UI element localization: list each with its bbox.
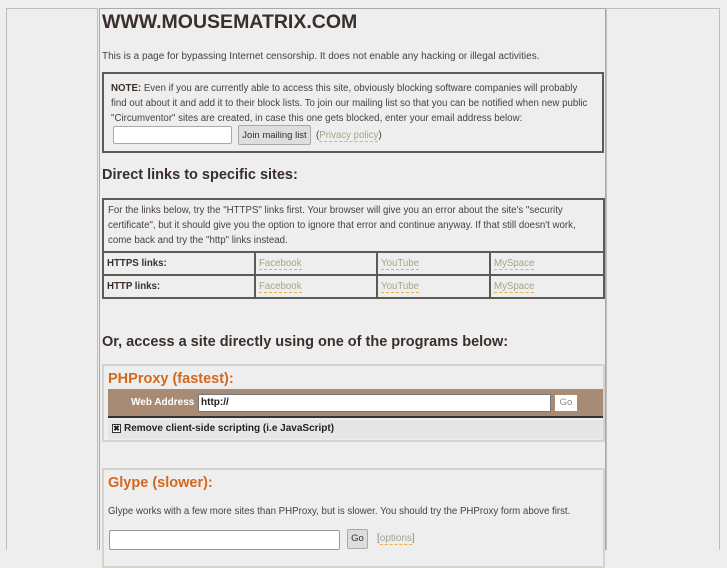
web-address-label: Web Address — [131, 397, 195, 408]
bracket: [ — [377, 533, 380, 544]
left-column — [6, 8, 98, 550]
glype-options-link[interactable]: options — [379, 533, 413, 544]
http-myspace-link[interactable]: MySpace — [494, 281, 535, 292]
email-input[interactable] — [113, 126, 232, 144]
note-label: NOTE: — [111, 83, 142, 94]
glype-box — [102, 468, 605, 568]
glype-title: Glype (slower): — [108, 475, 213, 491]
glype-options — [377, 533, 415, 544]
direct-links-table — [102, 198, 605, 299]
phproxy-address-bar — [108, 389, 603, 418]
note-text: Even if you are currently able to access this site, obviously blocking software companies will probably find out about it and add it to their block lists. To join our mailing list so that you can be notified when new public "Circumventor" sites are created, in case this one gets blocked, enter your email address below: — [111, 83, 588, 124]
web-address-input[interactable]: http:// — [198, 394, 551, 412]
direct-links-description: For the links below, try the "HTTPS" links first. Your browser will give you an error about the site's "security certificate", but it should give you the option to ignore that error and continue anyway. If that still doesn't work, come back and try the "http" links instead. — [103, 199, 604, 252]
https-youtube-link[interactable]: YouTube — [381, 258, 420, 269]
remove-scripts-label: Remove client-side scripting (i.e JavaScript) — [124, 423, 335, 434]
intro-text: This is a page for bypassing Internet censorship. It does not enable any hacking or illegal activities. — [102, 51, 540, 62]
mailing-list-note — [102, 72, 604, 153]
direct-links-heading: Direct links to specific sites: — [102, 167, 298, 183]
http-facebook-link[interactable]: Facebook — [259, 281, 302, 292]
row-label: HTTPS links: — [107, 258, 167, 269]
glype-go-button[interactable]: Go — [347, 529, 368, 549]
programs-heading: Or, access a site directly using one of the programs below: — [102, 334, 509, 350]
bracket: ] — [412, 533, 415, 544]
https-myspace-link[interactable]: MySpace — [494, 258, 535, 269]
row-label: HTTP links: — [107, 281, 161, 292]
http-youtube-link[interactable]: YouTube — [381, 281, 420, 292]
phproxy-title: PHProxy (fastest): — [108, 371, 234, 387]
site-title: WWW.MOUSEMATRIX.COM — [102, 11, 358, 33]
privacy-policy — [316, 128, 382, 143]
checkbox-checked-icon[interactable]: ✖ — [113, 424, 120, 433]
glype-url-input[interactable] — [109, 530, 340, 550]
paren: ( — [316, 130, 320, 141]
phproxy-go-button[interactable]: Go — [555, 395, 577, 411]
table-row — [103, 275, 604, 298]
phproxy-box — [102, 364, 605, 442]
join-mailing-list-button[interactable]: Join mailing list — [238, 125, 311, 145]
remove-scripts-option[interactable] — [108, 420, 603, 439]
glype-description: Glype works with a few more sites than PHProxy, but is slower. You should try the PHProxy form above first. — [108, 506, 571, 517]
privacy-policy-link[interactable]: Privacy policy — [319, 130, 379, 141]
table-row — [103, 252, 604, 275]
https-facebook-link[interactable]: Facebook — [259, 258, 302, 269]
right-column — [606, 8, 720, 550]
paren: ) — [378, 130, 382, 141]
main-column — [99, 8, 606, 550]
